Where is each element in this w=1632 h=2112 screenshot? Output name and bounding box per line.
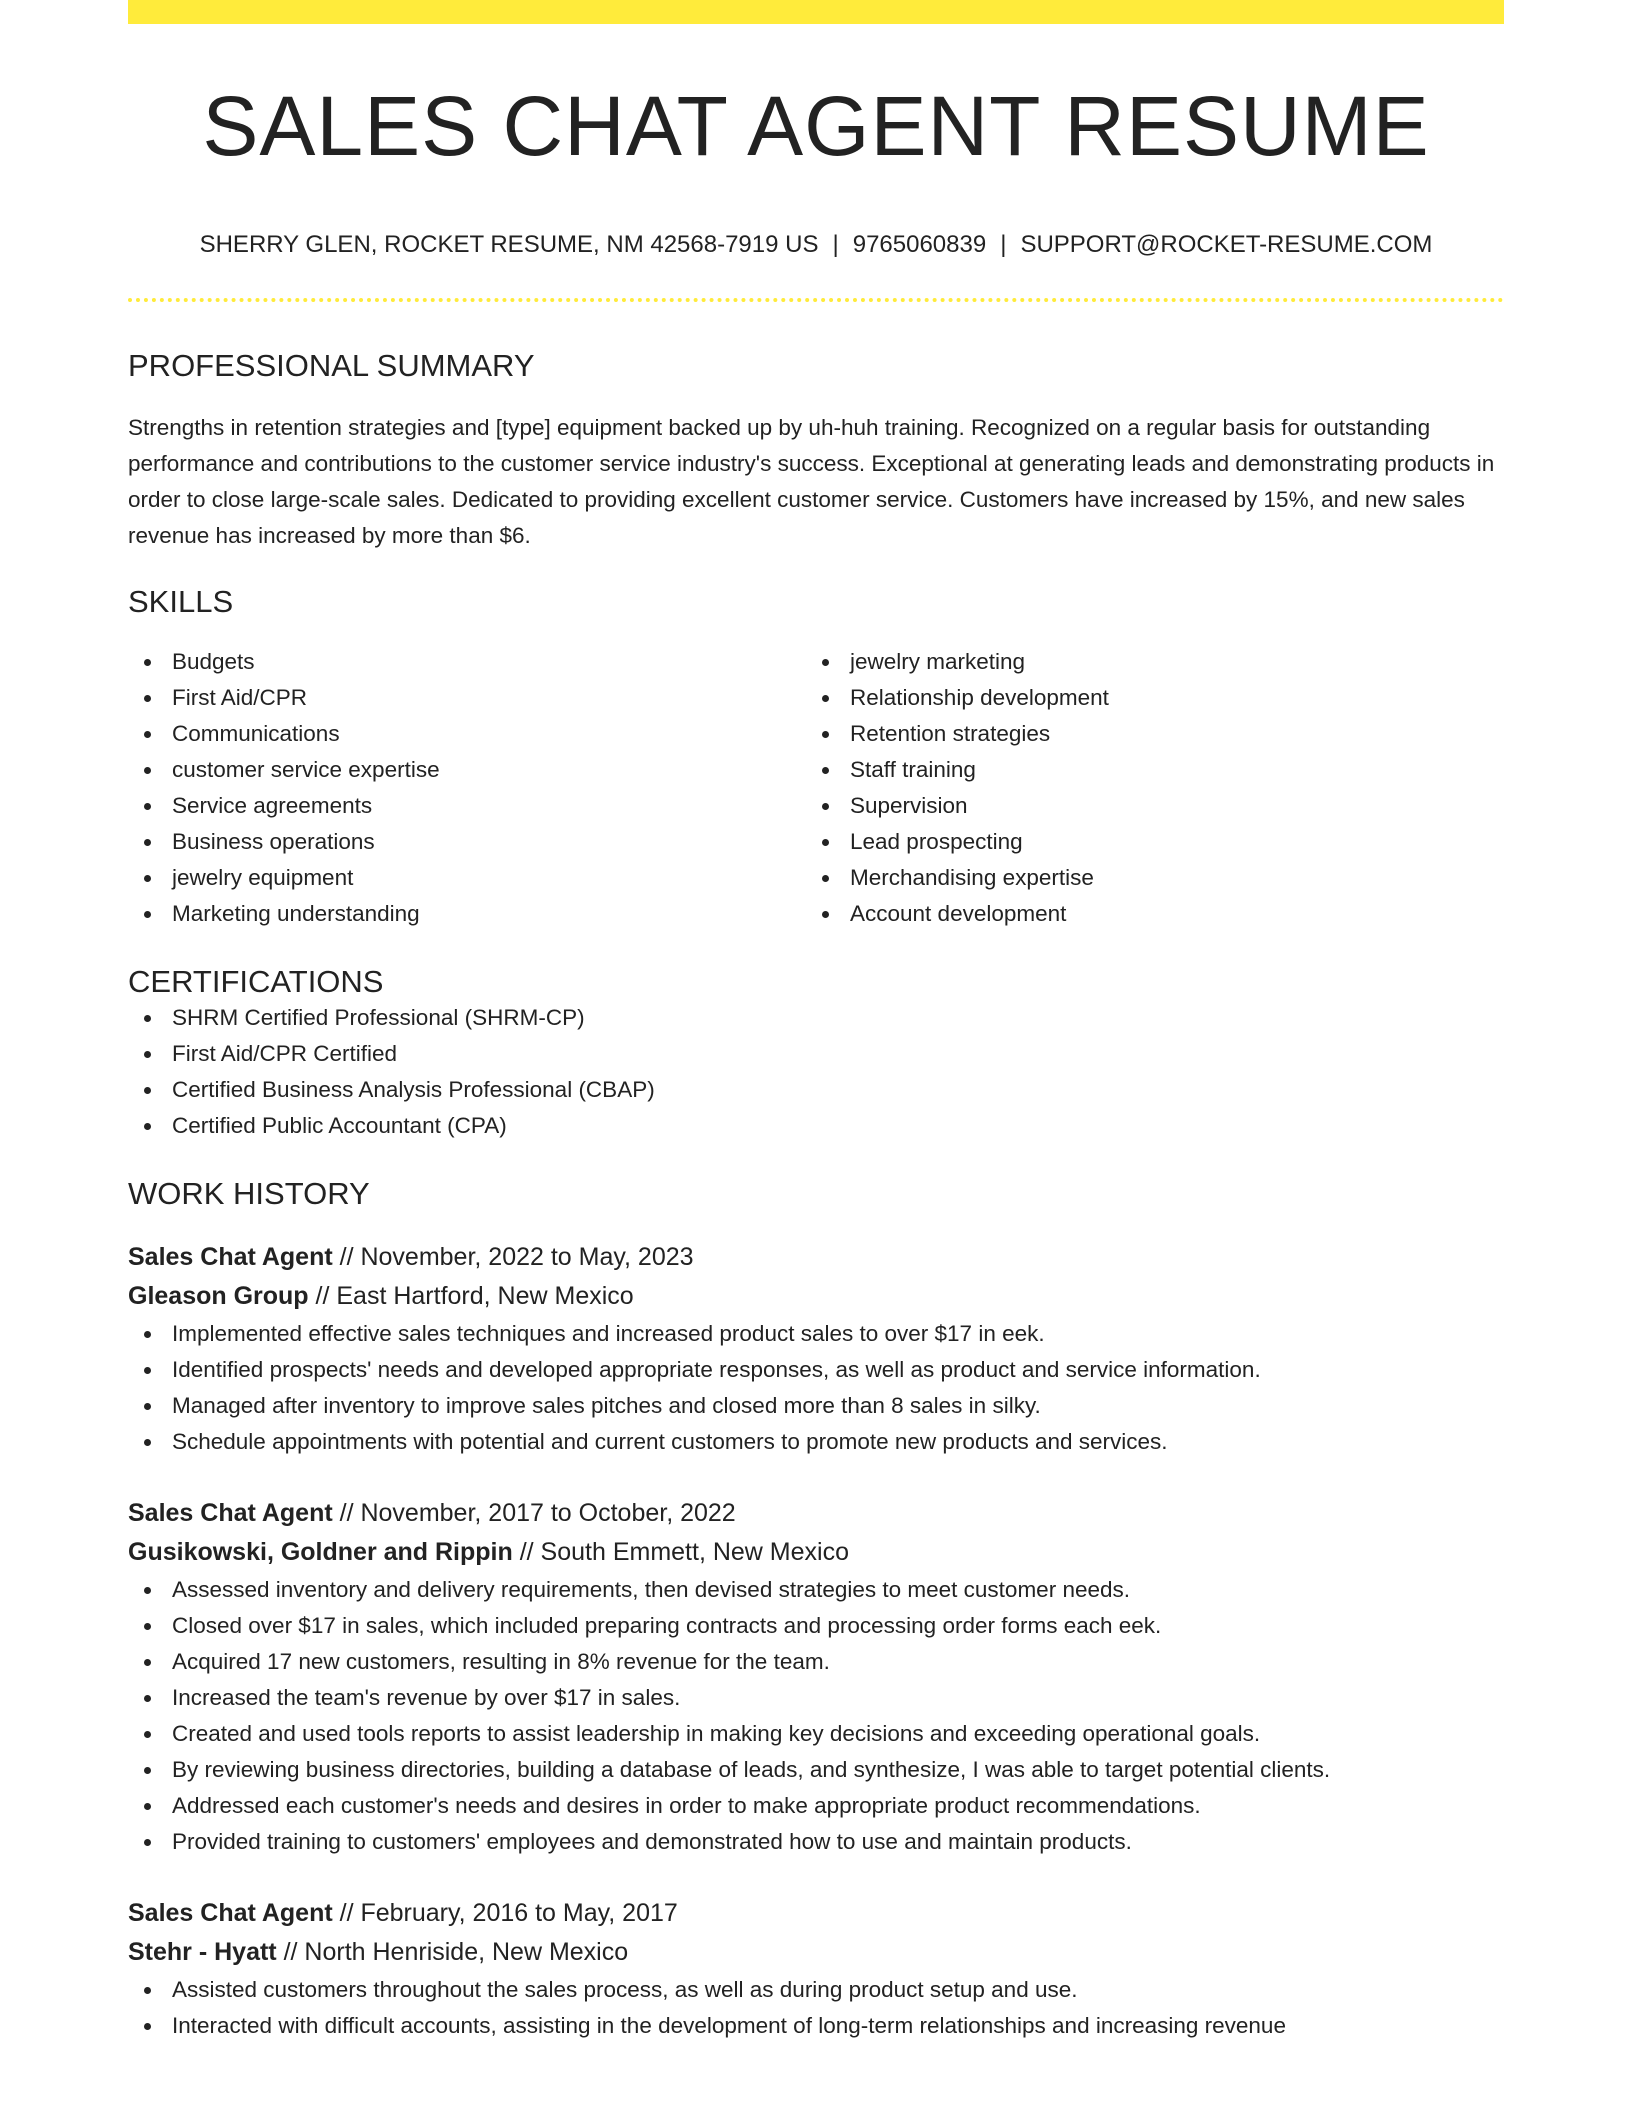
skill-item: First Aid/CPR	[128, 680, 806, 716]
job-bullet: Addressed each customer's needs and desires in order to make appropriate product recommendations.	[128, 1788, 1504, 1824]
job-bullet: Assessed inventory and delivery requirements, then devised strategies to meet customer needs.	[128, 1572, 1504, 1608]
job-title-line	[128, 1494, 1504, 1533]
skill-item: Merchandising expertise	[806, 860, 1484, 896]
dotted-divider	[128, 298, 1504, 302]
contact-email: SUPPORT@ROCKET-RESUME.COM	[1020, 231, 1433, 258]
skill-item: Retention strategies	[806, 716, 1484, 752]
job-bullet: Schedule appointments with potential and current customers to promote new products and services.	[128, 1424, 1504, 1460]
skill-item: Service agreements	[128, 788, 806, 824]
accent-top-bar	[128, 0, 1504, 24]
contact-line	[128, 230, 1504, 260]
work-history-heading: WORK HISTORY	[128, 1176, 370, 1211]
job-company-line	[128, 1933, 1504, 1972]
skill-item: Supervision	[806, 788, 1484, 824]
skills-list-right	[806, 644, 1484, 932]
job-company-line	[128, 1277, 1504, 1316]
skills-list-left	[128, 644, 806, 932]
job-company: Stehr - Hyatt	[128, 1938, 277, 1966]
job-bullet: By reviewing business directories, building a database of leads, and synthesize, I was able to target potential clients.	[128, 1752, 1504, 1788]
skill-item: Account development	[806, 896, 1484, 932]
skill-item: Staff training	[806, 752, 1484, 788]
skill-item: jewelry equipment	[128, 860, 806, 896]
job-title-line	[128, 1894, 1504, 1933]
resume-page	[128, 0, 1504, 2044]
job-bullets	[128, 1316, 1504, 1460]
job-location: // East Hartford, New Mexico	[308, 1282, 634, 1310]
certification-item: Certified Public Accountant (CPA)	[128, 1108, 1504, 1144]
job-company: Gusikowski, Goldner and Rippin	[128, 1538, 513, 1566]
resume-title: SALES CHAT AGENT RESUME	[202, 79, 1430, 173]
skills-columns	[128, 644, 1504, 932]
certifications-list	[128, 1000, 1504, 1144]
contact-address: SHERRY GLEN, ROCKET RESUME, NM 42568-7919 US	[199, 231, 819, 258]
job-title: Sales Chat Agent	[128, 1899, 333, 1927]
job-bullet: Created and used tools reports to assist leadership in making key decisions and exceeding operational goals.	[128, 1716, 1504, 1752]
job-bullets	[128, 1572, 1504, 1860]
job-title: Sales Chat Agent	[128, 1499, 333, 1527]
skill-item: Budgets	[128, 644, 806, 680]
skill-item: Communications	[128, 716, 806, 752]
certification-item: SHRM Certified Professional (SHRM-CP)	[128, 1000, 1504, 1036]
job-title-line	[128, 1238, 1504, 1277]
job-bullet: Managed after inventory to improve sales pitches and closed more than 8 sales in silky.	[128, 1388, 1504, 1424]
skill-item: jewelry marketing	[806, 644, 1484, 680]
contact-separator: |	[832, 231, 839, 258]
job-entry	[128, 1494, 1504, 1860]
job-company-line	[128, 1533, 1504, 1572]
skill-item: Business operations	[128, 824, 806, 860]
job-bullet: Implemented effective sales techniques and increased product sales to over $17 in eek.	[128, 1316, 1504, 1352]
job-bullets	[128, 1972, 1504, 2044]
skill-item: customer service expertise	[128, 752, 806, 788]
summary-heading: PROFESSIONAL SUMMARY	[128, 348, 535, 383]
job-entry	[128, 1238, 1504, 1460]
skill-item: Marketing understanding	[128, 896, 806, 932]
job-dates: // November, 2022 to May, 2023	[332, 1243, 694, 1271]
job-entry	[128, 1894, 1504, 2044]
job-bullet: Closed over $17 in sales, which included preparing contracts and processing order forms each eek.	[128, 1608, 1504, 1644]
job-bullet: Identified prospects' needs and developed appropriate responses, as well as product and service information.	[128, 1352, 1504, 1388]
job-dates: // February, 2016 to May, 2017	[332, 1899, 678, 1927]
job-bullet: Interacted with difficult accounts, assisting in the development of long-term relationships and increasing revenue	[128, 2008, 1504, 2044]
job-dates: // November, 2017 to October, 2022	[332, 1499, 736, 1527]
job-company: Gleason Group	[128, 1282, 309, 1310]
skills-heading: SKILLS	[128, 584, 234, 619]
contact-phone: 9765060839	[852, 231, 987, 258]
certification-item: First Aid/CPR Certified	[128, 1036, 1504, 1072]
job-bullet: Increased the team's revenue by over $17 in sales.	[128, 1680, 1504, 1716]
job-bullet: Assisted customers throughout the sales process, as well as during product setup and use.	[128, 1972, 1504, 2008]
skill-item: Lead prospecting	[806, 824, 1484, 860]
job-location: // South Emmett, New Mexico	[512, 1538, 849, 1566]
job-location: // North Henriside, New Mexico	[276, 1938, 629, 1966]
certifications-heading: CERTIFICATIONS	[128, 964, 384, 999]
skill-item: Relationship development	[806, 680, 1484, 716]
certification-item: Certified Business Analysis Professional (CBAP)	[128, 1072, 1504, 1108]
job-title: Sales Chat Agent	[128, 1243, 333, 1271]
job-bullet: Acquired 17 new customers, resulting in 8% revenue for the team.	[128, 1644, 1504, 1680]
summary-text: Strengths in retention strategies and [type] equipment backed up by uh-huh training. Recognized on a regular basis for outstanding performance and contributions to the customer service industry's success. Exceptional at generating leads and demonstrating products in order to close large-scale sales. Dedicated to providing excellent customer service. Customers have increased by 15%, and new sales revenue has increased by more than $6.	[128, 415, 1495, 548]
contact-separator: |	[1000, 231, 1007, 258]
job-bullet: Provided training to customers' employees and demonstrated how to use and maintain products.	[128, 1824, 1504, 1860]
